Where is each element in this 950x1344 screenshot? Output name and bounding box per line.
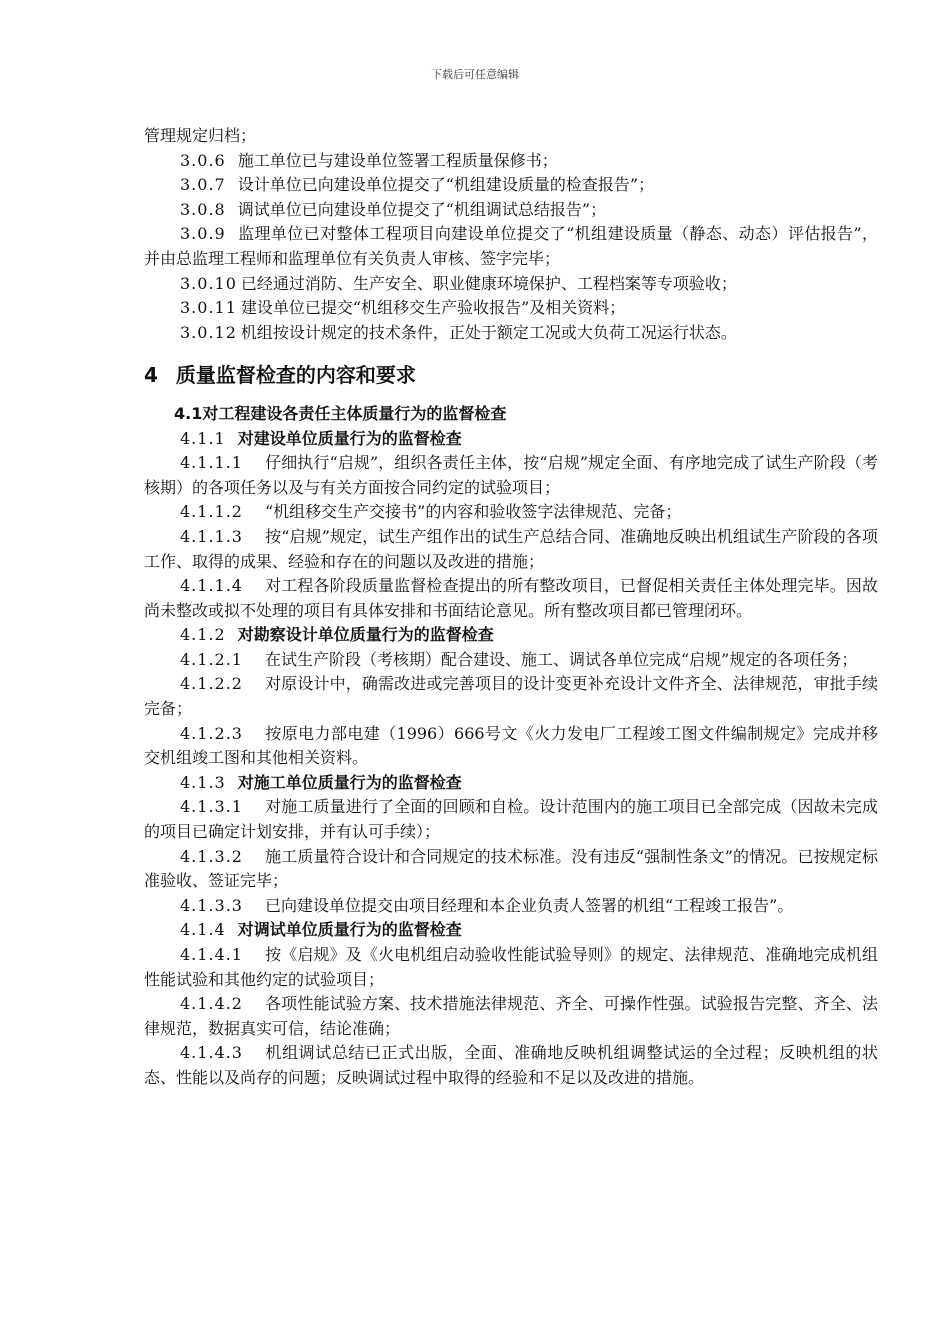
clause-number: 4.1.2.1: [180, 649, 243, 669]
clause-number: 4.1.2.3: [180, 723, 243, 743]
clause-number: 3.0.6: [180, 150, 226, 170]
clause-text: 按原电力部电建（1996）666号文《火力发电厂工程竣工图文件编制规定》完成并移交机组竣工图和其他相关资料。: [144, 723, 878, 768]
clause-text: 机组调试总结已正式出版，全面、准确地反映机组调整试运的全过程；反映机组的状态、性能以及尚存的问题；反映调试过程中取得的经验和不足以及改进的措施。: [144, 1043, 878, 1087]
clause-number: 3.0.11: [180, 298, 237, 318]
clause-number: 3.0.9: [180, 224, 226, 244]
clause-text: 仔细执行“启规”，组织各责任主体，按“启规”规定全面、有序地完成了试生产阶段（考核期）的各项任务以及与有关方面按合同约定的试验项目；: [144, 453, 878, 497]
clause-item: [144, 992, 878, 1041]
clause-text: 各项性能试验方案、技术措施法律规范、齐全、可操作性强。试验报告完整、齐全、法律规范，数据真实可信，结论准确；: [144, 994, 878, 1038]
clause-text: “机组移交生产交接书”的内容和验收签字法律规范、完备；: [264, 502, 682, 522]
clause-item: [144, 845, 878, 894]
clause-item: [144, 672, 878, 721]
clause-text: 建设单位已提交“机组移交生产验收报告”及相关资料；: [240, 298, 626, 318]
chapter-title: 质量监督检查的内容和要求: [175, 363, 416, 388]
clause-number: 4.1.3.3: [180, 895, 243, 915]
header-note: 下载后可任意编辑: [431, 68, 519, 81]
clause-number: 4.1.1.4: [180, 576, 243, 596]
subsection-number: 4.1.1: [180, 428, 226, 448]
section-heading: 4.1对工程建设各责任主体质量行为的监督检查: [174, 403, 507, 423]
subsection-heading: [144, 771, 878, 796]
clause-list-3: [144, 149, 878, 346]
clause-number: 3.0.7: [180, 175, 226, 195]
clause-number: 4.1.4.1: [180, 945, 243, 964]
clause-number: 4.1.3.1: [180, 797, 243, 817]
clause-number: 4.1.4.2: [180, 994, 243, 1014]
subsection-number: 4.1.3: [180, 772, 226, 792]
clause-item: [144, 296, 878, 321]
clause-text: 机组按设计规定的技术条件，正处于额定工况或大负荷工况运行状态。: [240, 322, 737, 342]
clause-number: 3.0.8: [180, 199, 226, 219]
clause-item: [144, 173, 878, 198]
clause-text: 监理单位已对整体工程项目向建设单位提交了“机组建设质量（静态、动态）评估报告”，并由总监理工程师和监理单位有关负责人审核、签字完毕；: [144, 224, 878, 268]
document-body: [144, 124, 878, 1091]
clause-item: [144, 198, 878, 223]
clause-item: [144, 321, 878, 346]
subsection-title: 对施工单位质量行为的监督检查: [237, 772, 462, 792]
clause-text: 对施工质量进行了全面的回顾和自检。设计范围内的施工项目已全部完成（因故未完成的项目已确定计划安排，并有认可手续）；: [144, 797, 878, 842]
subsection-number: 4.1.2: [180, 625, 226, 645]
subsection-list: [144, 427, 878, 1091]
subsection-title: 对建设单位质量行为的监督检查: [237, 428, 462, 448]
clause-text: 在试生产阶段（考核期）配合建设、施工、调试各单位完成“启规”规定的各项任务；: [264, 649, 858, 669]
clause-text: 对工程各阶段质量监督检查提出的所有整改项目，已督促相关责任主体处理完毕。因故尚未整改或拟不处理的项目有具体安排和书面结论意见。所有整改项目都已管理闭环。: [144, 576, 878, 620]
clause-text: 施工质量符合设计和合同规定的技术标准。没有违反“强制性条文”的情况。已按规定标准验收、签证完毕；: [144, 846, 878, 891]
clause-number: 4.1.1.3: [180, 526, 243, 546]
clause-item: [144, 525, 878, 574]
clause-item: [144, 222, 878, 271]
clause-item: [144, 149, 878, 174]
clause-item: [144, 943, 878, 992]
clause-item: [144, 894, 878, 919]
clause-item: [144, 272, 878, 297]
clause-item: [144, 722, 878, 771]
clause-number: 4.1.1.2: [180, 502, 243, 522]
subsection-heading: [144, 918, 878, 943]
clause-text: 设计单位已向建设单位提交了“机组建设质量的检查报告”；: [237, 175, 655, 195]
clause-number: 4.1.4.3: [180, 1043, 243, 1063]
clause-number: 3.0.12: [180, 322, 237, 342]
subsection-heading: [144, 623, 878, 648]
subsection-title: 对调试单位质量行为的监督检查: [237, 920, 462, 940]
clause-text: 施工单位已与建设单位签署工程质量保修书；: [237, 150, 558, 170]
clause-text: 对原设计中，确需改进或完善项目的设计变更补充设计文件齐全、法律规范，审批手续完备；: [144, 674, 878, 719]
clause-item: [144, 500, 878, 525]
clause-item: [144, 648, 878, 673]
clause-text: 调试单位已向建设单位提交了“机组调试总结报告”；: [237, 199, 607, 219]
subsection-title: 对勘察设计单位质量行为的监督检查: [237, 625, 494, 645]
clause-item: [144, 795, 878, 844]
clause-number: 4.1.3.2: [180, 846, 243, 866]
chapter-number: 4: [144, 363, 158, 388]
clause-text: 按《启规》及《火电机组启动验收性能试验导则》的规定、法律规范、准确地完成机组性能试验和其他约定的试验项目；: [144, 945, 878, 989]
clause-item: [144, 1041, 878, 1090]
clause-number: 3.0.10: [180, 273, 237, 293]
clause-text: 已经通过消防、生产安全、职业健康环境保护、工程档案等专项验收；: [240, 273, 737, 293]
intro-line: 管理规定归档；: [144, 126, 257, 145]
clause-text: 按“启规”规定，试生产组作出的试生产总结合同、准确地反映出机组试生产阶段的各项工作、取得的成果、经验和存在的问题以及改进的措施；: [144, 526, 878, 571]
clause-number: 4.1.1.1: [180, 453, 243, 473]
clause-item: [144, 451, 878, 500]
subsection-number: 4.1.4: [180, 920, 226, 940]
chapter-heading: [144, 363, 878, 388]
clause-item: [144, 574, 878, 623]
clause-number: 4.1.2.2: [180, 674, 243, 694]
subsection-heading: [144, 427, 878, 452]
clause-text: 已向建设单位提交由项目经理和本企业负责人签署的机组“工程竣工报告”。: [264, 895, 794, 915]
